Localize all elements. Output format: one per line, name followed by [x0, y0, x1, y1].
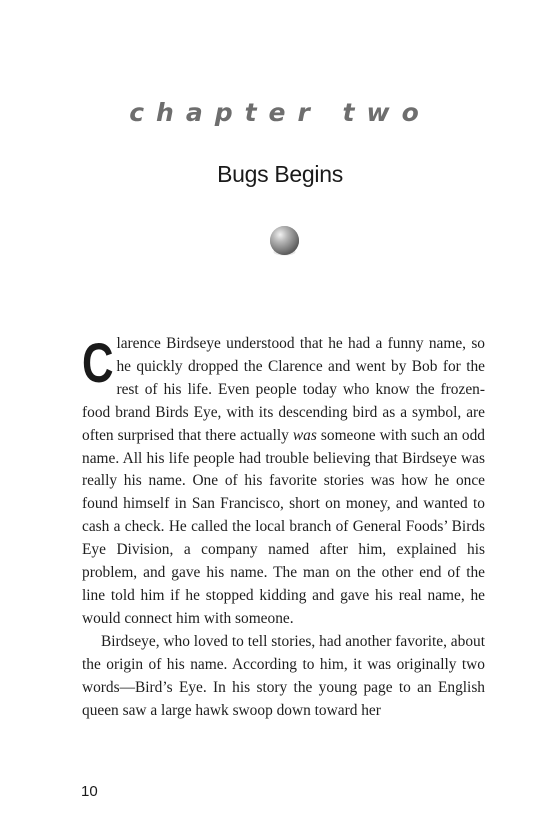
gray-sphere-icon [268, 224, 301, 257]
chapter-label: chapter two [129, 98, 431, 127]
paragraph-1-text-a: larence Birdseye understood that he had a funny name, so he quickly dropped the Clarence and went by Bob for the rest of his life. Even people today who know the frozen-food brand Birds Eye, with its descending bird as a symbol, are often surprised that there actually [82, 335, 485, 444]
drop-cap: C [82, 331, 114, 394]
paragraph-2: Birdseye, who loved to tell stories, had another favorite, about the origin of his name. According to him, it was originally two words—Bird’s Eye. In his story the young page to an English queen saw a large hawk swoop down toward her [82, 632, 485, 719]
paragraph-1-emphasis: was [292, 426, 317, 444]
page-number: 10 [81, 783, 98, 800]
body-text [82, 333, 485, 722]
paragraph-1-text-b: someone with such an odd name. All his life people had trouble believing that Birdseye was really his name. One of his favorite stories was how he once found himself in San Francisco, short on money, and wanted to cash a check. He called the local branch of General Foods’ Birds Eye Division, a company named after him, explained his problem, and gave his name. The man on the other end of the line told him if he stopped kidding and gave his real name, he would connect him with someone. [82, 426, 485, 627]
paragraph-1 [82, 333, 485, 631]
chapter-title: Bugs Begins [217, 161, 343, 187]
